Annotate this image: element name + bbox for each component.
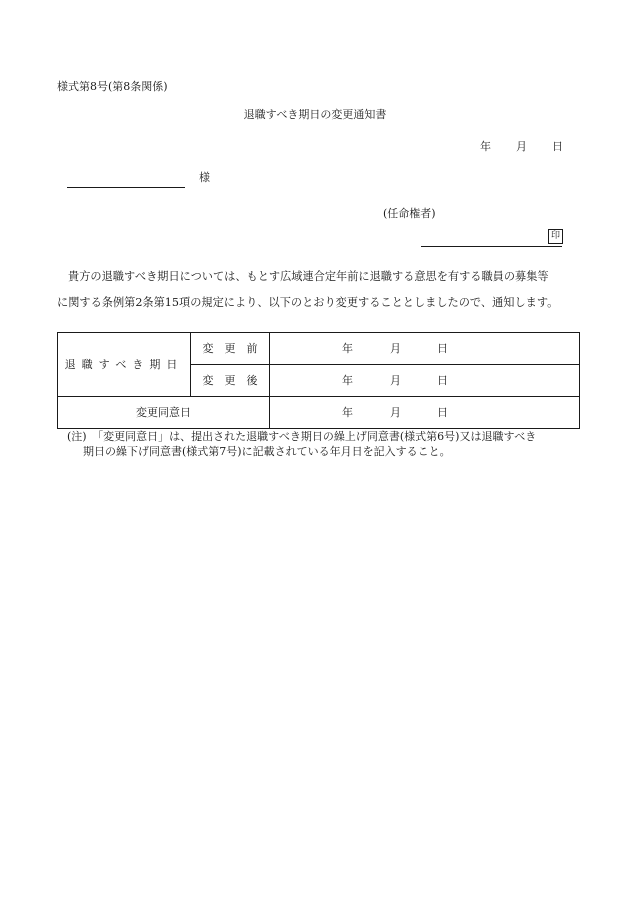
before-year-label: 年 (342, 342, 353, 355)
after-day-label: 日 (437, 374, 448, 387)
after-change-label: 変 更 後 (191, 365, 270, 397)
note-line-1: (注) 「変更同意日」は、提出された退職すべき期日の繰上げ同意書(様式第6号)又は退職すべき (67, 430, 537, 443)
consent-date-label: 変更同意日 (58, 397, 270, 429)
before-day-label: 日 (437, 342, 448, 355)
authority-signature-line (421, 246, 562, 247)
after-month-label: 月 (390, 374, 401, 387)
retirement-date-label: 退職すべき期日 (58, 333, 191, 397)
addressee-name-line (67, 187, 185, 188)
consent-date-cell[interactable] (270, 397, 580, 429)
date-change-table (57, 332, 580, 429)
appointing-authority-label: (任命権者) (383, 207, 436, 220)
after-change-date-cell[interactable] (270, 365, 580, 397)
issue-date-month: 月 (516, 140, 527, 153)
before-change-date-cell[interactable] (270, 333, 580, 365)
document-title: 退職すべき期日の変更通知書 (243, 108, 387, 121)
table-row (58, 333, 580, 365)
body-text-line-1: 貴方の退職すべき期日については、もとす広域連合定年前に退職する意思を有する職員の募集等 (68, 270, 549, 283)
addressee-suffix: 様 (199, 171, 210, 184)
after-year-label: 年 (342, 374, 353, 387)
consent-day-label: 日 (437, 406, 448, 419)
before-month-label: 月 (390, 342, 401, 355)
body-text-line-2: に関する条例第2条第15項の規定により、以下のとおり変更することとしましたので、通知します。 (57, 296, 559, 309)
issue-date-day: 日 (552, 140, 563, 153)
seal-mark: 印 (548, 229, 563, 244)
form-number: 様式第8号(第8条関係) (57, 80, 168, 93)
consent-year-label: 年 (342, 406, 353, 419)
before-change-label: 変 更 前 (191, 333, 270, 365)
table-row (58, 397, 580, 429)
issue-date-year: 年 (480, 140, 491, 153)
consent-month-label: 月 (390, 406, 401, 419)
note-line-2: 期日の繰下げ同意書(様式第7号)に記載されている年月日を記入すること。 (83, 445, 451, 458)
